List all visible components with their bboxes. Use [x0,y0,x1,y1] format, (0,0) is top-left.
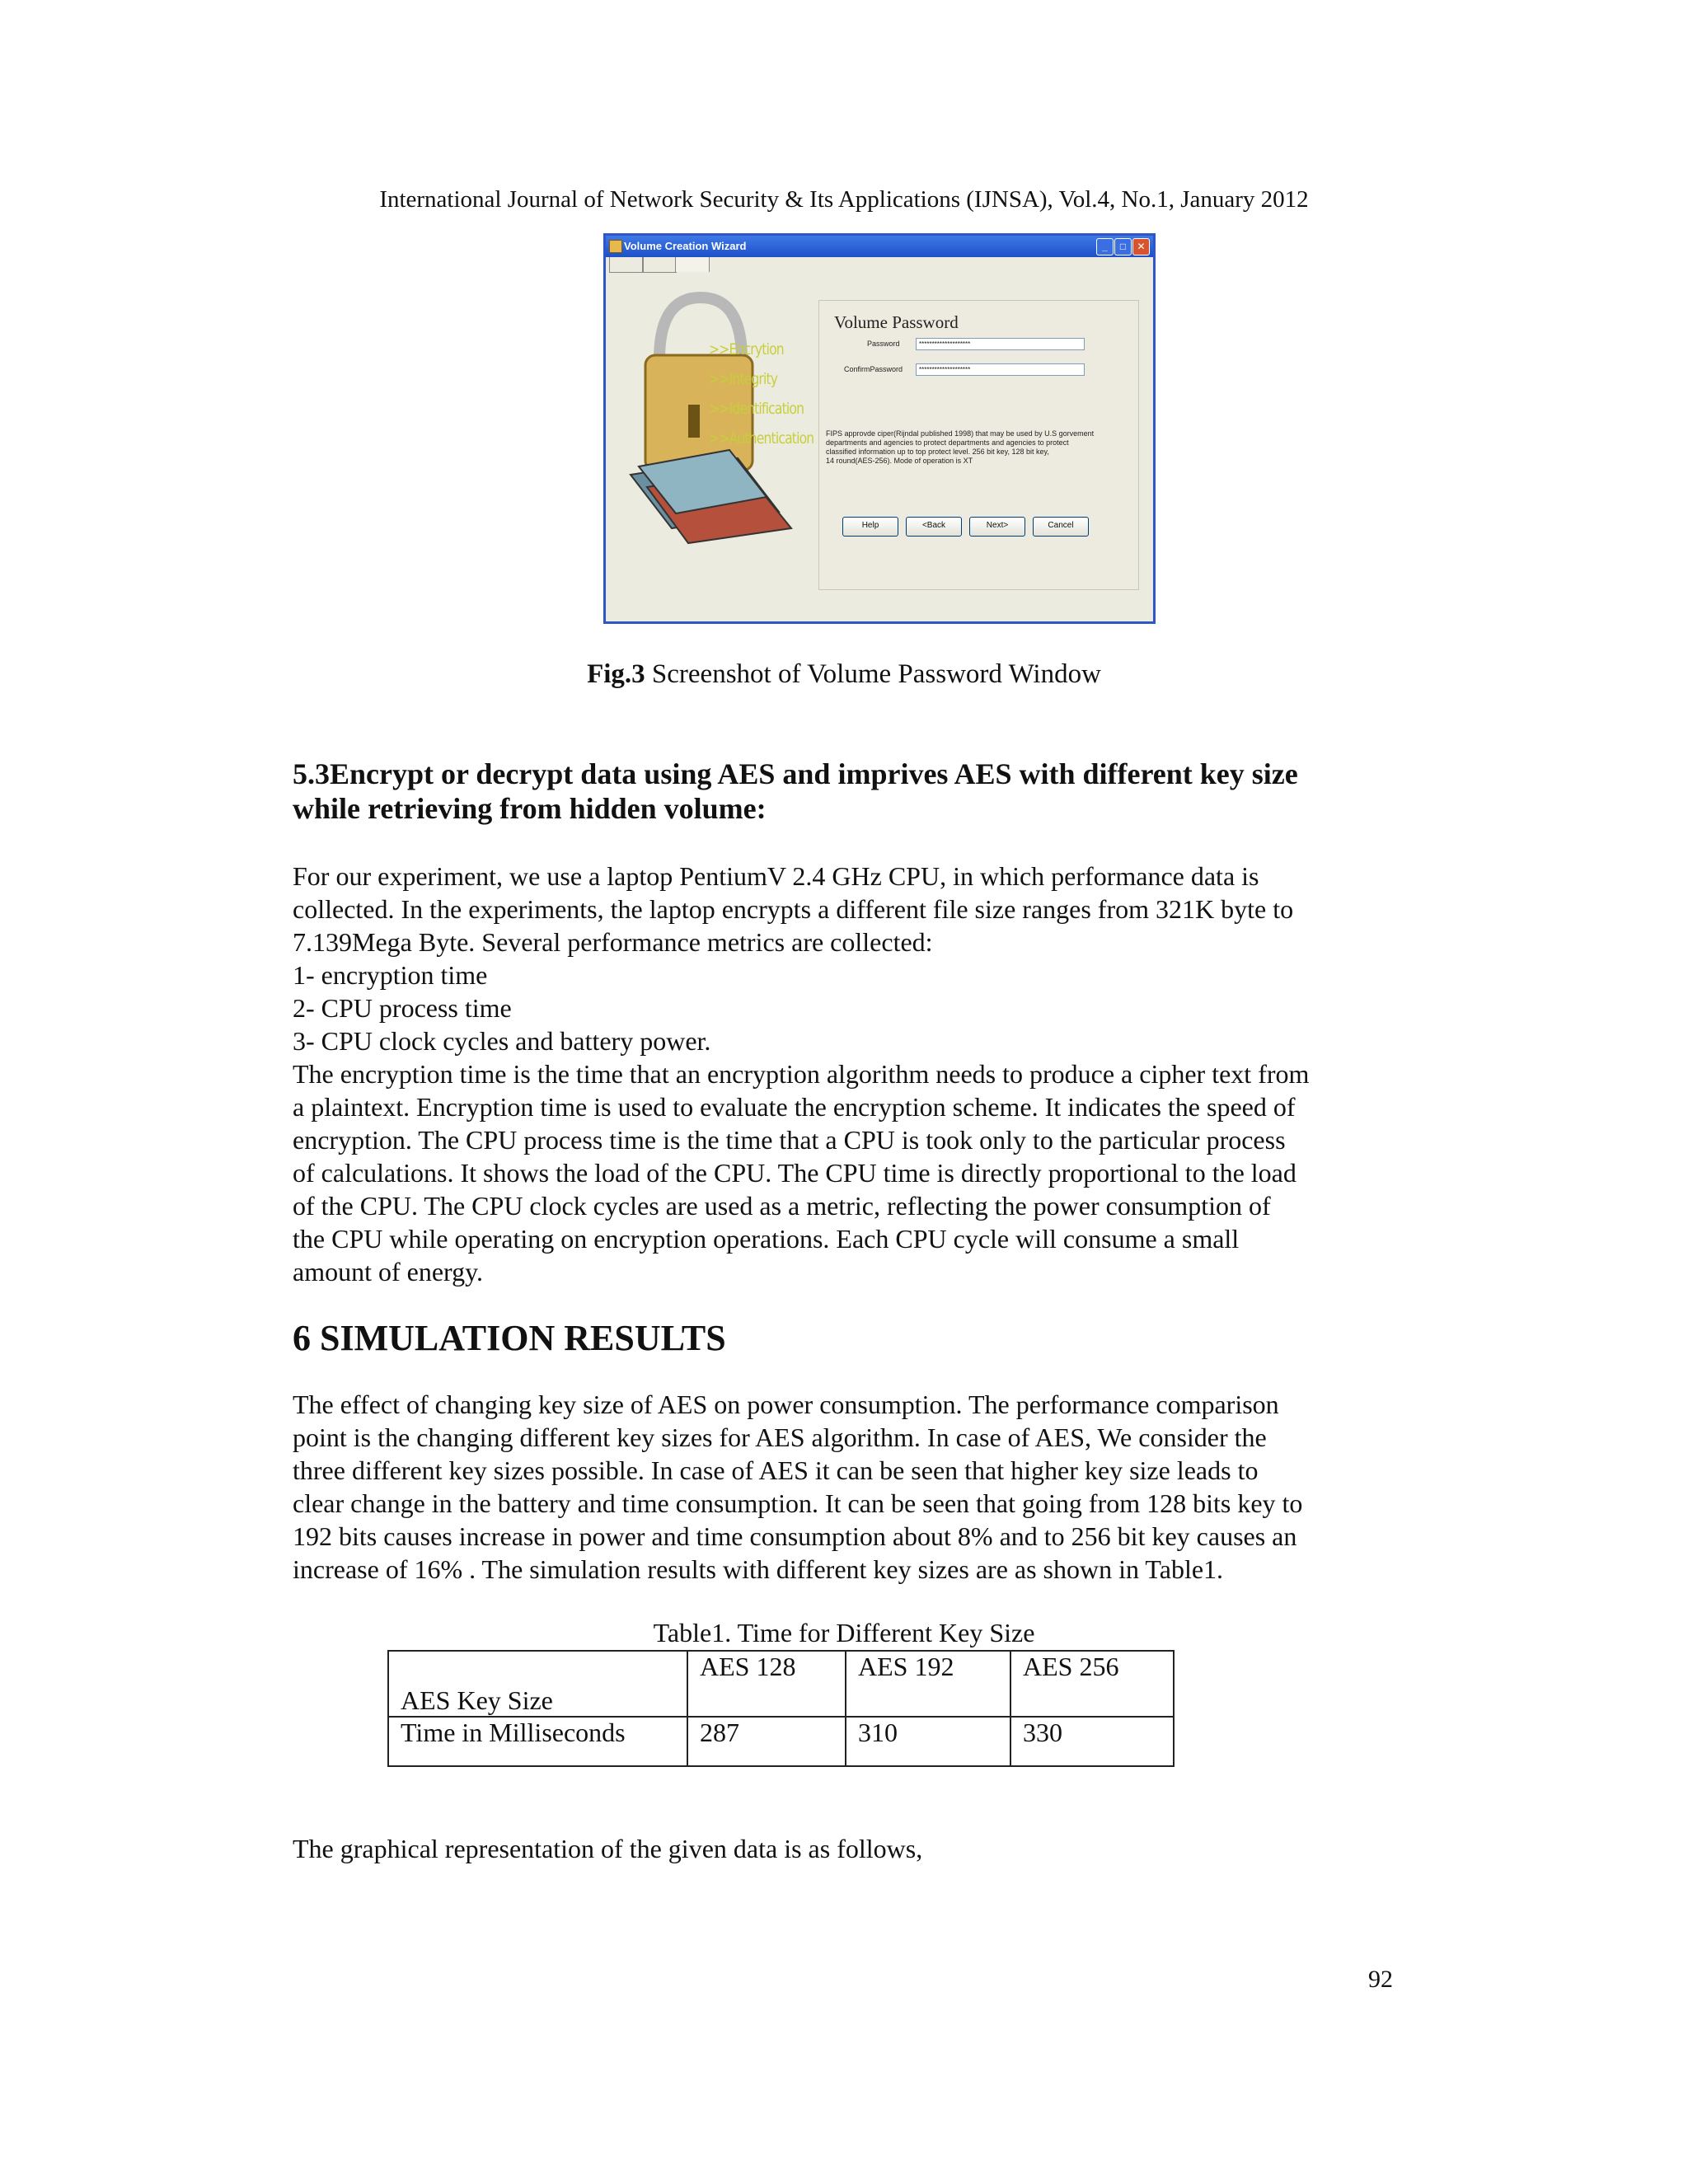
text-line: the CPU while operating on encryption operations. Each CPU cycle will consume a small [293,1224,1240,1254]
table-cell: AES 192 [846,1651,1010,1717]
section-heading-5-3 [293,757,1447,826]
page-number: 92 [1368,1966,1393,1993]
closing-sentence: The graphical representation of the given data is as follows, [293,1834,923,1863]
heading-line: while retrieving from hidden volume: [293,792,767,825]
text-line: of the CPU. The CPU clock cycles are used as a metric, reflecting the power consumption of [293,1191,1271,1221]
table-cell: AES 128 [687,1651,846,1717]
cancel-button[interactable]: Cancel [1033,517,1089,537]
menu-item-identification: >>Identification [709,400,804,418]
tab[interactable] [675,257,710,272]
text-line: three different key sizes possible. In case of AES it can be seen that higher key size leads to [293,1455,1259,1485]
table-cell: 287 [687,1717,846,1766]
menu-item-integrity: >>Integrity [709,370,778,388]
menu-item-encryption: >>Encrytion [709,340,784,359]
confirm-password-label: ConfirmPassword [844,365,903,373]
text-line: a plaintext. Encryption time is used to evaluate the encryption scheme. It indicates the speed of [293,1092,1296,1122]
text-line: increase of 16% . The simulation results with different key sizes are as shown in Table1. [293,1554,1224,1584]
next-button[interactable]: Next> [969,517,1025,537]
fips-line: FIPS approvde ciper(Rijndal published 1998) that may be used by U.S gorvement [826,429,1095,438]
password-panel [818,300,1139,590]
text-line: clear change in the battery and time consumption. It can be seen that going from 128 bits key to [293,1488,1303,1518]
fips-line: classified information up to top protect level. 256 bit key, 128 bit key, [826,448,1049,456]
text-line: For our experiment, we use a laptop PentiumV 2.4 GHz CPU, in which performance data is [293,861,1259,891]
text-line: 7.139Mega Byte. Several performance metrics are collected: [293,927,933,957]
fips-line: 14 round(AES-256). Mode of operation is XT [826,457,973,465]
text-line: 2- CPU process time [293,993,512,1023]
window-title: Volume Creation Wizard [624,240,747,252]
fips-line: departments and agencies to protect departments and agencies to protect [826,438,1069,447]
text-line: The encryption time is the time that an encryption algorithm needs to produce a cipher text from [293,1059,1310,1089]
table-caption: Table1. Time for Different Key Size [653,1618,1035,1647]
heading-line: 5.3Encrypt or decrypt data using AES and imprives AES with different key size [293,757,1298,790]
table-cell: AES Key Size [388,1651,687,1717]
text-line: encryption. The CPU process time is the time that a CPU is took only to the particular process [293,1125,1286,1155]
text-line: 1- encryption time [293,960,488,990]
text-line: The effect of changing key size of AES on power consumption. The performance comparison [293,1390,1279,1419]
maximize-icon[interactable]: □ [1114,238,1132,255]
back-button[interactable]: <Back [906,517,962,537]
text-line: point is the changing different key sizes for AES algorithm. In case of AES, We consider the [293,1422,1267,1452]
window-titlebar [606,236,1153,257]
tab-strip [606,257,1153,274]
minimize-icon[interactable]: _ [1096,238,1114,255]
menu-item-authentication: >>Authentication [709,429,814,448]
feature-menu [709,335,814,453]
table-row [388,1717,1174,1766]
help-button[interactable]: Help [842,517,898,537]
app-icon [609,240,622,253]
table-cell: Time in Milliseconds [388,1717,687,1766]
password-label: Password [867,340,900,348]
table-cell: 330 [1010,1717,1174,1766]
figure-caption-text: Screenshot of Volume Password Window [645,659,1101,689]
running-header: International Journal of Network Security & Its Applications (IJNSA), Vol.4, No.1, January 2012 [379,186,1309,213]
panel-title: Volume Password [834,312,959,332]
text-line: 192 bits causes increase in power and time consumption about 8% and to 256 bit key causes an [293,1521,1297,1551]
fips-description [826,429,1135,466]
close-icon[interactable]: ✕ [1132,238,1150,255]
password-field[interactable]: ******************** [916,338,1085,350]
tab[interactable] [609,257,644,273]
volume-wizard-screenshot [603,233,1156,624]
section-heading-6: 6 SIMULATION RESULTS [293,1318,726,1358]
table-cell: AES 256 [1010,1651,1174,1717]
tab[interactable] [642,257,677,273]
text-line: 3- CPU clock cycles and battery power. [293,1026,711,1056]
text-line: amount of energy. [293,1257,484,1286]
key-size-table [387,1650,1175,1767]
text-line: collected. In the experiments, the laptop encrypts a different file size ranges from 321K byte to [293,894,1294,924]
figure-label: Fig.3 [587,659,645,689]
section-5-3-body [293,860,1414,1288]
table-cell: 310 [846,1717,1010,1766]
confirm-password-field[interactable]: ******************** [916,363,1085,376]
figure-caption [0,659,1688,690]
table-row [388,1651,1174,1717]
section-6-body [293,1388,1414,1586]
text-line: of calculations. It shows the load of the CPU. The CPU time is directly proportional to the load [293,1158,1296,1188]
